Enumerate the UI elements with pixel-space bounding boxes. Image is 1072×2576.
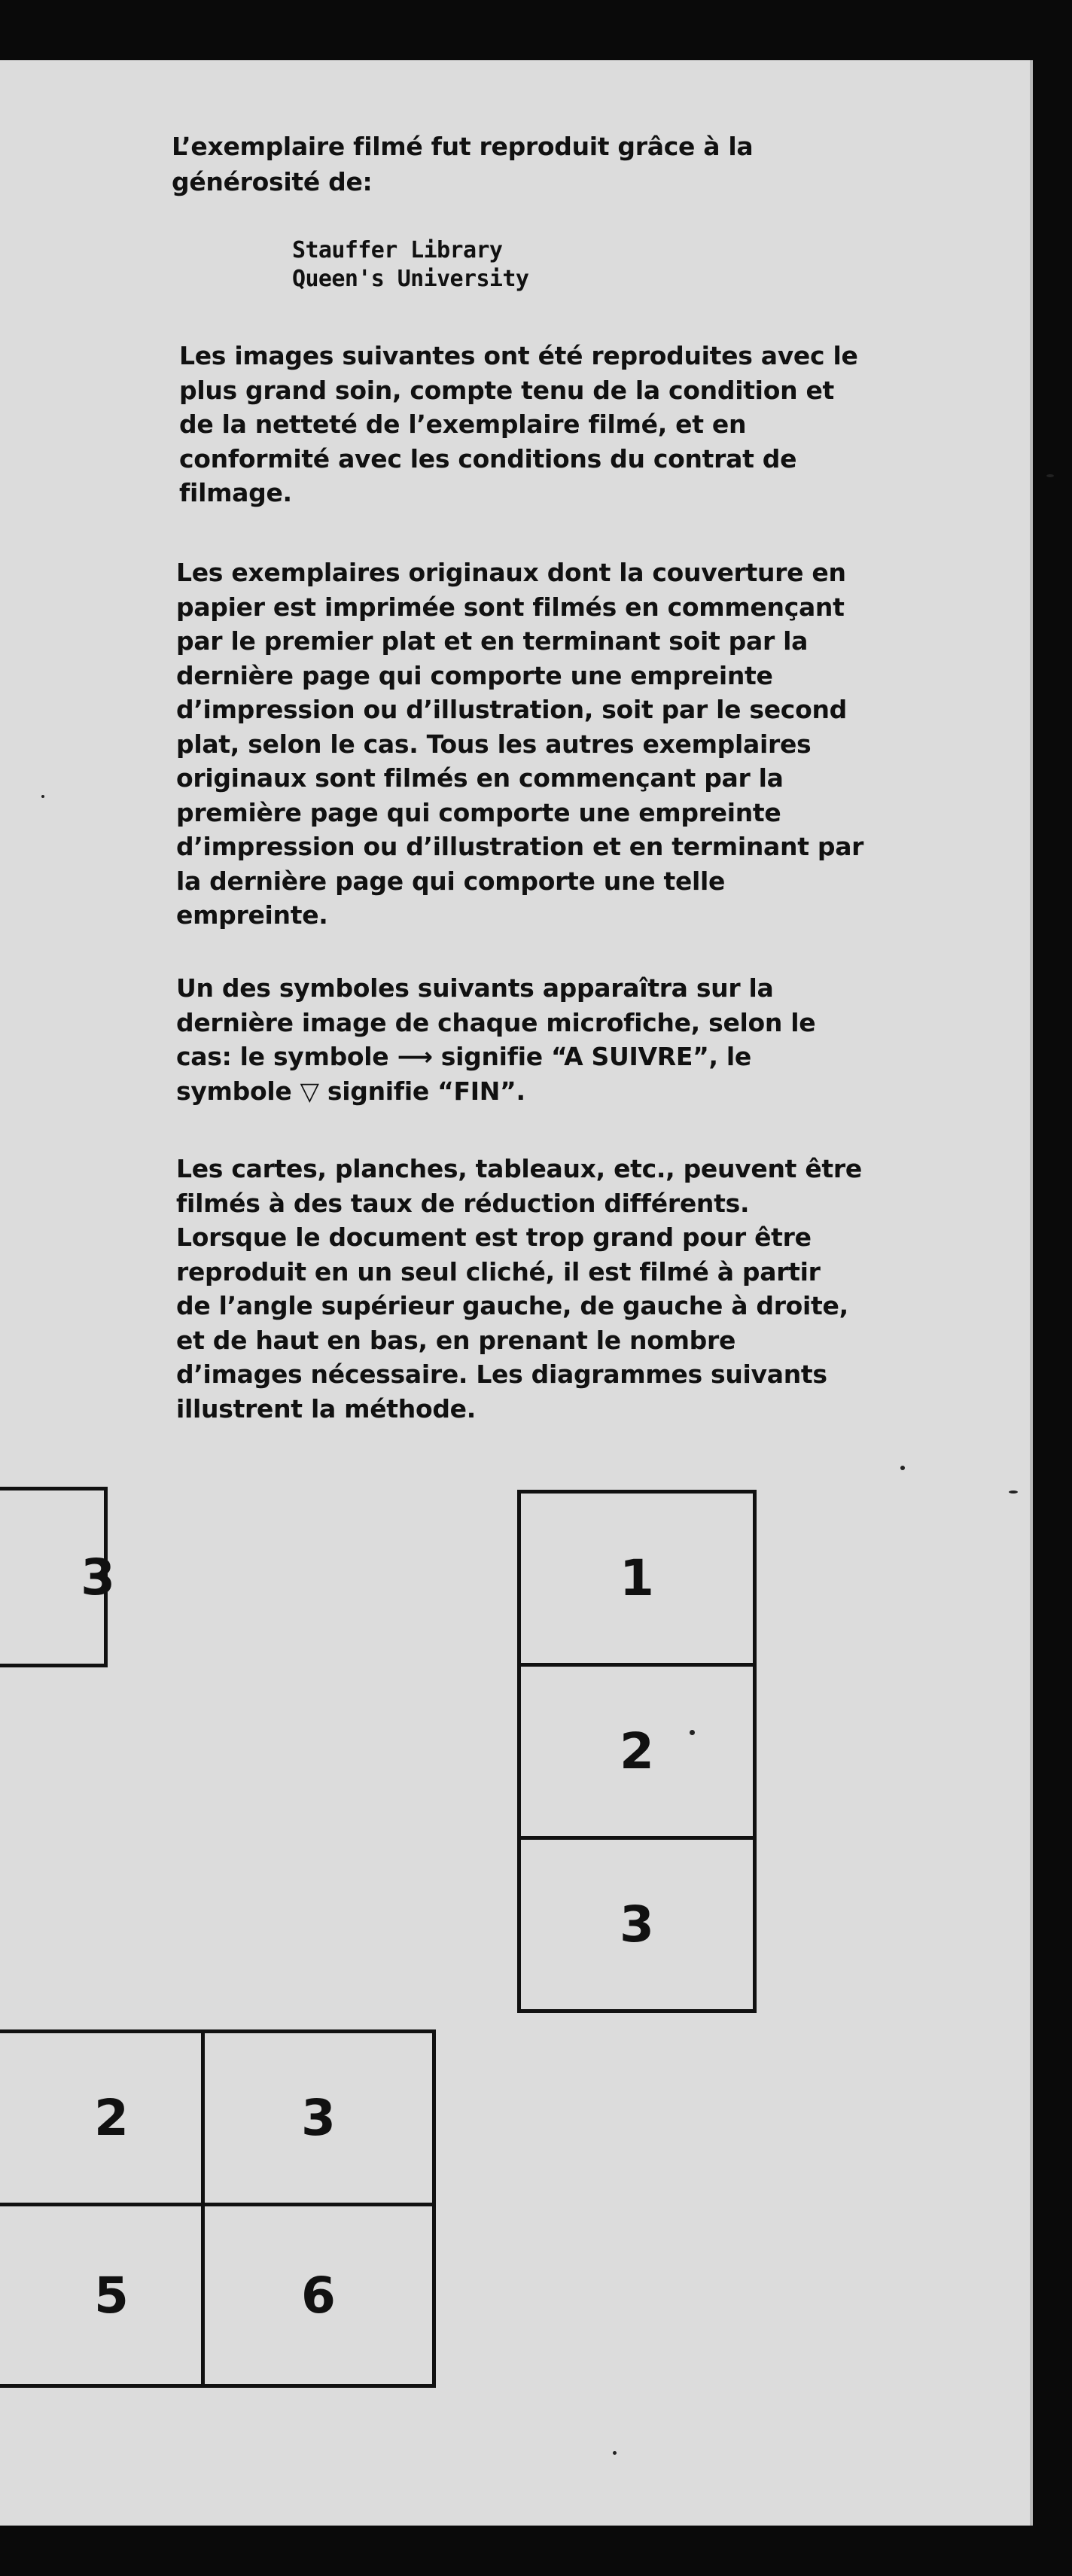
frame-number: 5 <box>94 2266 129 2325</box>
page-edge-shadow <box>1030 60 1033 2526</box>
intro-line-2: générosité de: <box>172 167 373 196</box>
arrow-icon: ⟶ <box>397 1042 433 1071</box>
vertical-frame-3 <box>517 1836 757 2013</box>
paragraph-image-quality: Les images suivantes ont été reproduites avec le plus grand soin, compte tenu de la condition et de la netteté de l’exemplaire filmé, et en conformité avec les conditions du contrat de filmage. <box>179 341 858 507</box>
grid-frame-2 <box>0 2029 205 2206</box>
library-institution: Queen's University <box>292 266 529 292</box>
library-name: Stauffer Library <box>292 237 503 263</box>
frame-number: 1 <box>620 1549 654 1607</box>
symbols-line-4-start: symbole <box>176 1076 300 1106</box>
symbols-line-3-end: signifie “A SUIVRE”, le <box>432 1042 751 1071</box>
paragraph-originals: Les exemplaires originaux dont la couverture en papier est imprimée sont filmés en commençant par le premier plat et en terminant soit par la dernière page qui comporte une empreinte d’impression ou d’illustration, soit par le second plat, selon le cas. Tous les autres exemplaires originaux sont filmés en commençant par la première page qui comporte une empreinte d’impression ou d’illustration et en terminant par la dernière page qui comporte une telle empreinte. <box>176 558 864 930</box>
scan-speck <box>41 795 44 798</box>
intro-line-1: L’exemplaire filmé fut reproduit grâce à la <box>172 132 754 161</box>
symbols-line-1: Un des symboles suivants apparaîtra sur la <box>176 973 774 1003</box>
scan-speck <box>1046 474 1054 477</box>
frame-number: 6 <box>301 2266 336 2325</box>
grid-frame-3 <box>201 2029 436 2206</box>
scan-speck <box>613 2451 617 2455</box>
frame-number: 3 <box>301 2089 336 2147</box>
symbols-line-2: dernière image de chaque microfiche, selon le <box>176 1007 816 1037</box>
frame-number: 2 <box>94 2089 129 2147</box>
grid-frame-6 <box>201 2203 436 2388</box>
paragraph-maps-method: Les cartes, planches, tableaux, etc., peuvent être filmés à des taux de réduction différents. Lorsque le document est trop grand pour être reproduit en un seul cliché, il est filmé à partir de l’angle supérieur gauche, de gauche à droite, et de haut en bas, en prenant le nombre d’images nécessaire. Les diagrammes suivants illustrent la méthode. <box>176 1154 862 1423</box>
vertical-frame-2 <box>517 1663 757 1840</box>
scan-speck <box>1009 1490 1018 1494</box>
symbols-line-3-start: cas: le symbole <box>176 1042 397 1071</box>
grid-frame-5 <box>0 2203 205 2388</box>
diagram-partial-box <box>0 1487 115 1667</box>
partial-box-number: 3 <box>81 1548 115 1606</box>
vertical-frame-1 <box>517 1490 757 1667</box>
symbols-line-4-end: signifie “FIN”. <box>318 1076 525 1106</box>
paragraph-symbols <box>176 971 815 1108</box>
frame-number: 3 <box>620 1895 654 1953</box>
scan-speck <box>690 1730 695 1735</box>
frame-number: 2 <box>620 1722 654 1780</box>
scan-speck <box>900 1466 905 1470</box>
triangle-icon: ▽ <box>300 1076 319 1106</box>
